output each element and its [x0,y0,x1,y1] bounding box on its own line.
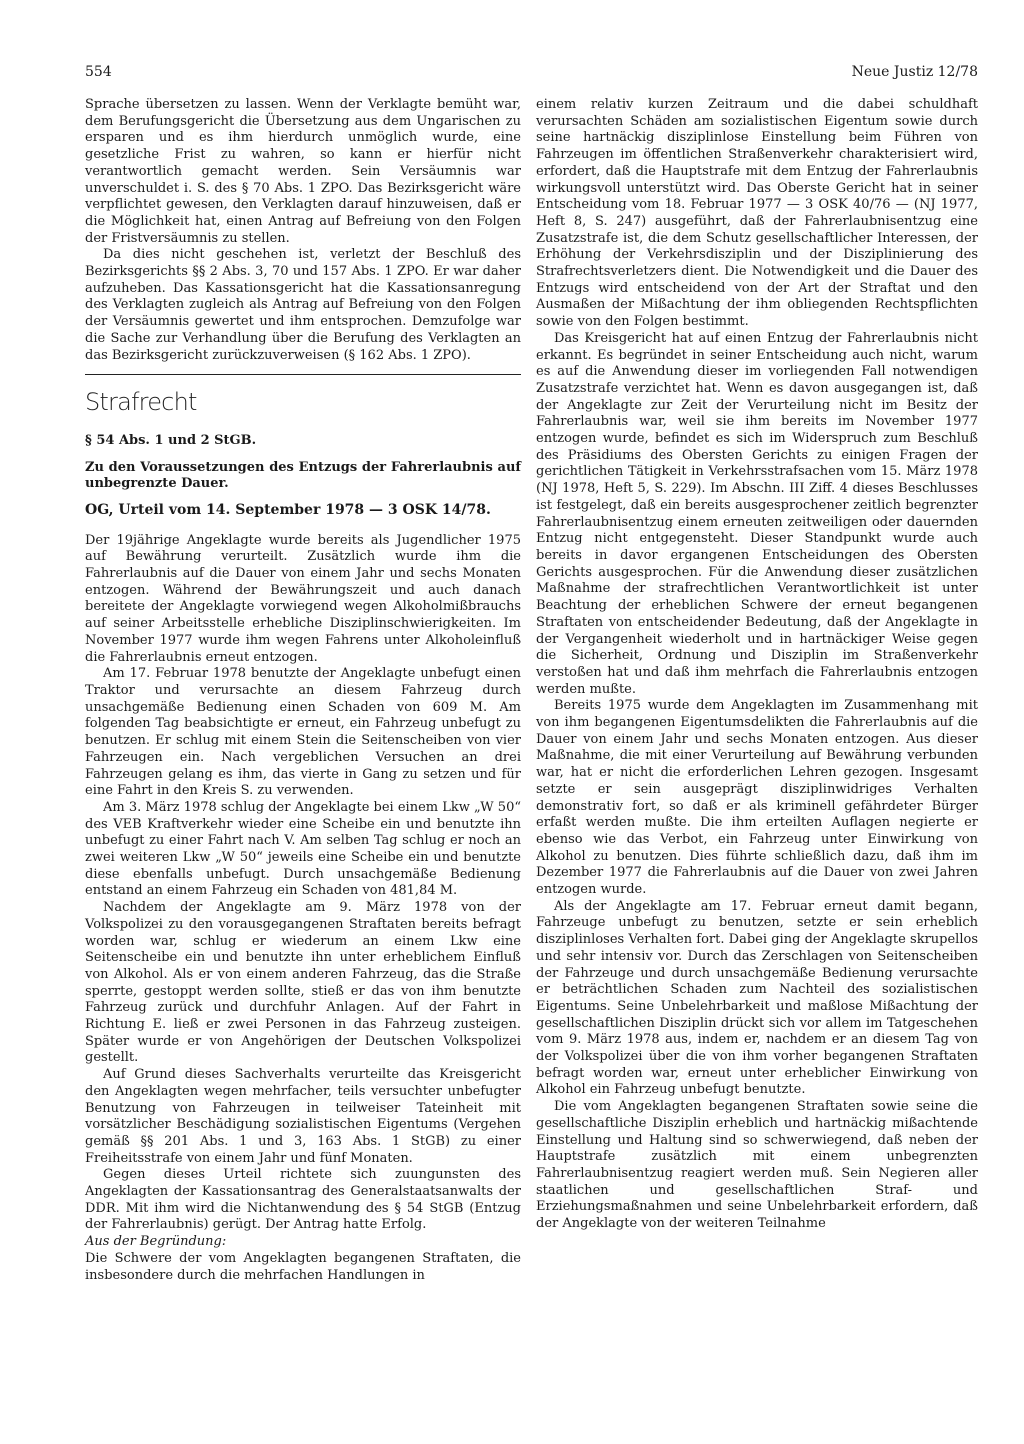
journal-issue: Neue Justiz 12/78 [851,64,978,80]
case-subject: Zu den Voraussetzungen des Entzugs der Fahrerlaubnis auf unbegrenzte Dauer. [85,459,521,491]
case-paragraph: Auf Grund dieses Sachverhalts verurteilte das Kreisgericht den Angeklagten wegen mehrfacher, teils versuchter unbefugter Benutzung von Fahrzeugen in teilweiser Tateinheit mit vorsätzlicher Beschädigung sozialistischen Eigentums (Vergehen gemäß §§ 201 Abs. 1 und 3, 163 Abs. 1 StGB) zu einer Freiheitsstrafe von einem Jahr und fünf Monaten. [85,1067,521,1166]
law-reference: § 54 Abs. 1 und 2 StGB. [85,433,257,449]
page-header [85,64,978,86]
case-paragraph: Nachdem der Angeklagte am 9. März 1978 von der Volkspolizei zu den vorausgegangenen Straftaten bereits befragt worden war, schlug er wiederum an einem Lkw eine Seitenscheibe ein und benutzte ihn unter erheblichem Einfluß von Alkohol. Als er von einem anderen Fahrzeug, das die Straße sperrte, gestoppt werden sollte, stieß er das von ihm benutzte Fahrzeug zurück und durchfuhr Anlagen. Auf der Fahrt in Richtung E. ließ er zwei Personen in das Fahrzeug zusteigen. Später wurde er von Angehörigen der Deutschen Volkspolizei gestellt. [85,900,521,1066]
body-paragraph: Bereits 1975 wurde dem Angeklagten im Zusammenhang mit von ihm begangenen Eigentumsdelikten die Fahrerlaubnis auf die Dauer von einem Jahr und sechs Monaten entzogen. Aus dieser Maßnahme, die mit einer Verurteilung auf Bewährung verbunden war, hat er nicht die erforderlichen Lehren gezogen. Insgesamt setzte er sein ausgeprägt disziplinwidriges Verhalten demonstrativ fort, so daß er als kriminell gefährdeter Bürger erfaßt werden mußte. Die ihm erteilten Auflagen negierte er ebenso wie das Verbot, ein Fahrzeug unter Einwirkung von Alkohol zu benutzen. Dies führte schließlich dazu, daß ihm im Dezember 1977 die Fahrerlaubnis auf die Dauer von zwei Jahren entzogen wurde. [536,698,978,898]
body-paragraph: Das Kreisgericht hat auf einen Entzug der Fahrerlaubnis nicht erkannt. Es begründet in seiner Entscheidung auch nicht, warum es auf die Anwendung dieser im vorliegenden Fall notwendigen Zusatzstrafe verzichtet hat. Wenn es davon ausgegangen ist, daß der Angeklagte zur Zeit der Verurteilung nicht im Besitz der Fahrerlaubnis war, weil sie ihm bereits im November 1977 entzogen wurde, befindet es sich im Widerspruch zum Beschluß des Präsidiums des Obersten Gerichts zu einigen Fragen der gerichtlichen Tätigkeit in Verkehrsstrafsachen vom 15. März 1978 (NJ 1978, Heft 5, S. 229). Im Abschn. III Ziff. 4 dieses Beschlusses ist festgelegt, daß ein bereits ausgesprochener zeitlich begrenzter Fahrerlaubnisentzug einem erneuten zeitweiligen oder dauernden Entzug nicht entgegensteht. Dieser Standpunkt wurde auch bereits in davor ergangenen Entscheidungen des Obersten Gerichts ausgesprochen. Für die Anwendung dieser zusätzlichen Maßnahme der strafrechtlichen Verantwortlichkeit ist unter Beachtung der erheblichen Schwere der erneut begangenen Straftaten von entscheidender Bedeutung, daß der Angeklagte in der Vergangenheit wiederholt und in hartnäckiger Weise gegen die Sicherheit, Ordnung und Disziplin im Straßenverkehr verstoßen hat und daß ihm mehrfach die Fahrerlaubnis entzogen werden mußte. [536,330,978,697]
reasons-paragraph: Die Schwere der vom Angeklagten begangenen Straftaten, die insbesondere durch die mehrfachen Handlungen in [85,1250,521,1283]
reasons-heading: Aus der Begründung: [85,1234,227,1250]
court-decision: OG, Urteil vom 14. September 1978 — 3 OSK 14/78. [85,501,491,518]
intro-paragraph-1: Sprache übersetzen zu lassen. Wenn der Verklagte bemüht war, dem Berufungsgericht die Übersetzung aus dem Ungarischen zu ersparen und es ihm hierdurch unmöglich wurde, eine gesetzliche Frist zu wahren, so kann er hierfür nicht verantwortlich gemacht werden. Sein Versäumnis war unverschuldet i. S. des § 70 Abs. 1 ZPO. Das Bezirksgericht wäre verpflichtet gewesen, den Verklagten darauf hinzuweisen, daß er die Möglichkeit hat, einen Antrag auf Befreiung von den Folgen der Fristversäumnis zu stellen. [85,97,521,246]
intro-paragraph-2: Da dies nicht geschehen ist, verletzt der Beschluß des Bezirksgerichts §§ 2 Abs. 3, 70 und 157 Abs. 1 ZPO. Er war daher aufzuheben. Das Kassationsgericht hat die Kassationsanregung des Verklagten zugleich als Antrag auf Befreiung von den Folgen der Versäumnis gewertet und ihm entsprochen. Demzufolge war die Sache zur Verhandlung über die Berufung des Verklagten an das Bezirksgericht zurückzuverweisen (§ 162 Abs. 1 ZPO). [85,247,521,363]
right-column [536,97,978,1233]
body-paragraph: einem relativ kurzen Zeitraum und die dabei schuldhaft verursachten Schäden am sozialistischen Eigentum sowie durch seine hartnäckig disziplinlose Einstellung beim Führen von Fahrzeugen im öffentlichen Straßenverkehr charakterisiert wird, erfordert, daß die Hauptstrafe mit dem Entzug der Fahrerlaubnis wirkungsvoll unterstützt wird. Das Oberste Gericht hat in seiner Entscheidung vom 18. Februar 1977 — 3 OSK 40/76 — (NJ 1977, Heft 8, S. 247) ausgeführt, daß der Fahrerlaubnisentzug eine Zusatzstrafe ist, die dem Schutz gesellschaftlicher Interessen, der Erhöhung der Verkehrsdisziplin und der Disziplinierung des Strafrechtsverletzers dient. Die Notwendigkeit und die Dauer des Entzugs wird entscheidend von der Art der Straftat und den Ausmaßen der Mißachtung der ihm obliegenden Rechtspflichten sowie von den Folgen bestimmt. [536,97,978,330]
case-paragraph: Gegen dieses Urteil richtete sich zuungunsten des Angeklagten der Kassationsantrag des Generalstaatsanwalts der DDR. Mit ihm wird die Nichtanwendung des § 54 StGB (Entzug der Fahrerlaubnis) gerügt. Der Antrag hatte Erfolg. [85,1167,521,1233]
body-paragraph: Als der Angeklagte am 17. Februar erneut damit begann, Fahrzeuge unbefugt zu benutzen, setzte er sein erheblich disziplinloses Verhalten fort. Dabei ging der Angeklagte skrupellos und sehr intensiv vor. Durch das Zerschlagen von Seitenscheiben der Fahrzeuge und durch unsachgemäße Bedienung verursachte er beträchtlichen Schaden zum Nachteil des sozialistischen Eigentums. Seine Unbelehrbarkeit und maßlose Mißachtung der gesellschaftlichen Disziplin drückt sich vor allem im Tatgeschehen vom 9. März 1978 aus, indem er, nachdem er an diesem Tag von der Volkspolizei über die von ihm vorher begangenen Straftaten befragt worden war, erneut unter erheblicher Einwirkung von Alkohol ein Fahrzeug unbefugt benutzte. [536,898,978,1098]
section-title: Strafrecht [85,388,197,417]
case-paragraph: Am 17. Februar 1978 benutzte der Angeklagte unbefugt einen Traktor und verursachte an diesem Fahrzeug durch unsachgemäße Bedienung einen Schaden von 609 M. Am folgenden Tag beabsichtigte er erneut, ein Fahrzeug unbefugt zu benutzen. Er schlug mit einem Stein die Seitenscheiben von vier Fahrzeugen ein. Nach vergeblichen Versuchen an drei Fahrzeugen gelang es ihm, das vierte in Gang zu setzen und für eine Fahrt in den Kreis S. zu verwenden. [85,666,521,799]
page-number: 554 [85,64,112,80]
section-divider [85,374,521,375]
left-column [85,97,521,1284]
case-paragraph: Der 19jährige Angeklagte wurde bereits als Jugendlicher 1975 auf Bewährung verurteilt. Zusätzlich wurde ihm die Fahrerlaubnis auf die Dauer von einem Jahr und sechs Monaten entzogen. Während der Bewährungszeit und auch danach bereitete der Angeklagte vorwiegend wegen Alkoholmißbrauchs auf seiner Arbeitsstelle erhebliche Disziplinschwierigkeiten. Im November 1977 wurde ihm wegen Fahrens unter Alkoholeinfluß die Fahrerlaubnis erneut entzogen. [85,532,521,665]
body-paragraph: Die vom Angeklagten begangenen Straftaten sowie seine die gesellschaftliche Disziplin erheblich und hartnäckig mißachtende Einstellung und Haltung sind so schwerwiegend, daß neben der Hauptstrafe zusätzlich mit einem unbegrenzten Fahrerlaubnisentzug reagiert werden muß. Sein Negieren aller staatlichen und gesellschaftlichen Straf- und Erziehungsmaßnahmen und seine Unbelehrbarkeit erfordern, daß der Angeklagte von der weiteren Teilnahme [536,1099,978,1232]
case-paragraph: Am 3. März 1978 schlug der Angeklagte bei einem Lkw „W 50“ des VEB Kraftverkehr wieder eine Scheibe ein und benutzte ihn unbefugt zu einer Fahrt nach V. Am selben Tag schlug er noch an zwei weiteren Lkw „W 50“ jeweils eine Scheibe ein und benutzte diese ebenfalls unbefugt. Durch unsachgemäße Bedienung entstand an einem Fahrzeug ein Schaden von 481,84 M. [85,799,521,899]
